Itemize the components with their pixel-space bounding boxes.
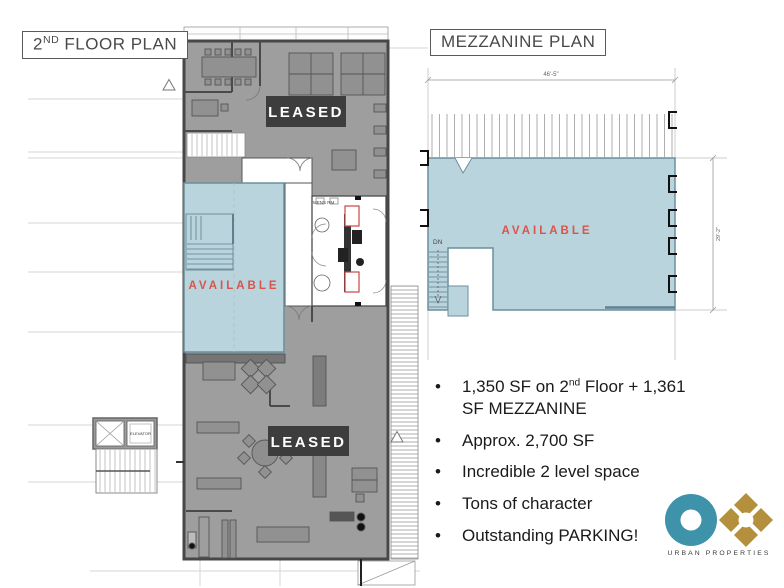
second-floor-plan-title: 2ND FLOOR PLAN bbox=[22, 31, 188, 59]
bullet-icon: • bbox=[435, 525, 441, 545]
bullet-icon: • bbox=[435, 377, 441, 396]
bullet-icon: • bbox=[435, 462, 441, 482]
available-label-mezz: AVAILABLE bbox=[501, 225, 593, 237]
available-label-2nd: AVAILABLE bbox=[188, 280, 280, 292]
list-item-area: • 1,350 SF on 2nd Floor + 1,361 SF MEZZANINE bbox=[430, 376, 706, 420]
available-area-2nd-floor bbox=[184, 183, 284, 352]
ox-logo-mark bbox=[664, 492, 774, 549]
counter-under-available bbox=[186, 354, 285, 363]
urban-properties-logo bbox=[663, 492, 775, 557]
mezzanine-plan-title bbox=[430, 29, 606, 56]
mens-rm-label: MENS RM bbox=[313, 200, 335, 205]
elevator-label: ELEVATOR bbox=[130, 431, 151, 436]
title-text: 2 bbox=[33, 34, 43, 54]
svg-text:LEASED: LEASED bbox=[270, 434, 347, 451]
bullet-icon: • bbox=[435, 430, 441, 450]
svg-text:46'-5": 46'-5" bbox=[543, 72, 559, 78]
available-area-mezzanine bbox=[428, 158, 675, 316]
bullet-icon: • bbox=[435, 494, 441, 513]
mezzanine-plan-drawing bbox=[415, 58, 784, 388]
svg-text:29'-2": 29'-2" bbox=[716, 226, 722, 242]
leased-badge-lower bbox=[268, 426, 349, 456]
logo-x-shape bbox=[719, 493, 773, 547]
restrooms bbox=[312, 196, 386, 306]
open-to-below-hatch bbox=[430, 114, 675, 157]
list-item-approx-sf: • Approx. 2,700 SF bbox=[430, 430, 706, 452]
list-item-levels: • Incredible 2 level space bbox=[430, 461, 706, 483]
down-label: DN bbox=[433, 239, 443, 246]
top-wall-band bbox=[184, 27, 388, 41]
logo-company-name: URBAN PROPERTIES bbox=[667, 550, 771, 557]
top-dimension bbox=[425, 72, 678, 83]
list-item-character: • Tons of character bbox=[430, 493, 706, 515]
leased-badge-upper bbox=[266, 96, 346, 127]
title-text: MEZZANINE PLAN bbox=[441, 32, 596, 51]
list-item-parking: • Outstanding PARKING! bbox=[430, 525, 706, 547]
right-dimension bbox=[710, 155, 722, 313]
svg-text:LEASED: LEASED bbox=[268, 104, 344, 121]
